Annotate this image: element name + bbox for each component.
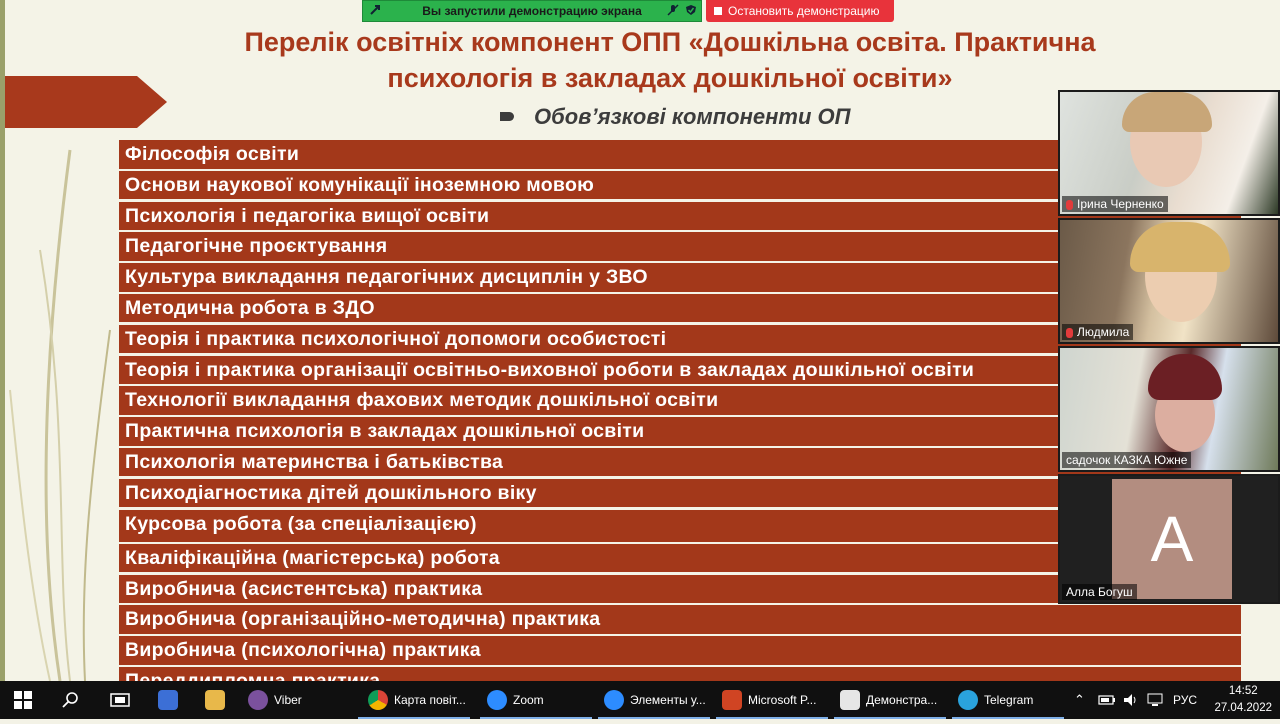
component-row: Психодіагностика дітей дошкільного віку [119, 479, 1241, 508]
document-icon [840, 690, 860, 710]
taskbar-app-zoom-elements[interactable]: Элементы у... [604, 681, 706, 719]
taskbar-app-chrome[interactable]: Карта повіт... [368, 681, 466, 719]
mic-muted-icon [1066, 328, 1073, 338]
component-row: Психологія і педагогіка вищої освіти [119, 202, 1241, 231]
battery-icon[interactable] [1098, 681, 1116, 719]
windows-logo-icon [14, 691, 32, 709]
mic-muted-icon[interactable] [667, 4, 679, 16]
bullet-icon [500, 112, 514, 121]
component-row: Технології викладання фахових методик дошкільної освіти [119, 386, 1241, 415]
participant-hair [1148, 354, 1222, 400]
component-row: Кваліфікаційна (магістерська) робота [119, 544, 1241, 573]
volume-icon[interactable] [1123, 681, 1139, 719]
title-arrow-decoration [5, 76, 137, 128]
task-view-icon [110, 691, 130, 709]
component-row: Теорія і практика психологічної допомоги особистості [119, 325, 1241, 354]
active-indicator [952, 717, 1064, 719]
component-row: Основи наукової комунікації іноземною мовою [119, 171, 1241, 200]
active-indicator [598, 717, 710, 719]
participant-name-label: Алла Богуш [1062, 584, 1137, 600]
pinned-app[interactable] [205, 681, 231, 719]
task-view-button[interactable] [110, 681, 130, 719]
active-indicator [358, 717, 470, 719]
component-row: Філософія освіти [119, 140, 1241, 169]
participant-video-tile[interactable] [1058, 346, 1280, 472]
component-row: Педагогічне проєктування [119, 232, 1241, 261]
participant-avatar: A [1112, 479, 1232, 599]
component-row: Виробнича (організаційно-методична) практика [119, 605, 1241, 634]
clock-time: 14:52 [1228, 685, 1258, 697]
file-explorer-icon [205, 690, 225, 710]
participant-name-label: Ірина Черненко [1062, 196, 1168, 212]
active-indicator [480, 717, 592, 719]
participant-name-label: Людмила [1062, 324, 1133, 340]
taskbar-app-viber[interactable]: Viber [248, 681, 302, 719]
language-indicator[interactable]: РУС [1173, 693, 1198, 707]
component-row: Методична робота в ЗДО [119, 294, 1241, 323]
mic-muted-icon [1066, 200, 1073, 210]
slide-title-line2: психологія в закладах дошкільної освіти» [387, 63, 953, 93]
windows-taskbar [0, 681, 1280, 719]
share-status-icon [369, 4, 381, 16]
taskbar-app-zoom[interactable]: Zoom [487, 681, 544, 719]
component-row: Практична психологія в закладах дошкільної освіти [119, 417, 1241, 446]
start-button[interactable] [14, 681, 32, 719]
slide-subtitle [500, 104, 850, 130]
zoom-icon [604, 690, 624, 710]
security-shield-icon[interactable] [685, 4, 697, 16]
stop-square-icon [714, 7, 722, 15]
slide-title [150, 24, 1190, 96]
app-icon [158, 690, 178, 710]
taskbar-app-powerpoint[interactable]: Microsoft P... [722, 681, 816, 719]
telegram-icon [958, 690, 978, 710]
system-clock[interactable] [1214, 683, 1272, 717]
component-row: Виробнича (асистентська) практика [119, 575, 1241, 604]
component-row: Курсова робота (за спеціалізацією) [119, 510, 1241, 542]
active-indicator [834, 717, 946, 719]
network-icon[interactable] [1147, 681, 1163, 719]
chrome-icon [368, 690, 388, 710]
search-icon [62, 691, 80, 709]
component-row: Виробнича (психологічна) практика [119, 636, 1241, 665]
component-row: Психологія материнства і батьківства [119, 448, 1241, 477]
stop-share-button[interactable] [706, 0, 894, 22]
decorative-grass [0, 130, 120, 681]
participant-video-tile[interactable] [1058, 90, 1280, 216]
pinned-app[interactable] [158, 681, 184, 719]
viber-icon [248, 690, 268, 710]
component-row: Культура викладання педагогічних дисциплін у ЗВО [119, 263, 1241, 292]
taskbar-app-telegram[interactable]: Telegram [958, 681, 1033, 719]
search-button[interactable] [62, 681, 80, 719]
participant-name-label: садочок КАЗКА Южне [1062, 452, 1191, 468]
participant-video-tile[interactable] [1058, 474, 1280, 604]
screen-share-status-bar[interactable] [362, 0, 702, 22]
participant-hair [1122, 92, 1212, 132]
share-status-text: Вы запустили демонстрацию экрана [422, 4, 642, 18]
slide-title-line1: Перелік освітніх компонент ОПП «Дошкільна освіта. Практична [244, 27, 1096, 57]
participant-hair [1130, 222, 1230, 272]
taskbar-app-document[interactable]: Демонстра... [840, 681, 937, 719]
participant-video-tile[interactable] [1058, 218, 1280, 344]
active-indicator [716, 717, 828, 719]
stop-share-label: Остановить демонстрацию [728, 4, 880, 18]
component-row: Теорія і практика організації освітньо-виховної роботи в закладах дошкільної освіти [119, 356, 1241, 385]
tray-overflow-chevron-icon[interactable]: ⌃ [1074, 692, 1085, 707]
subtitle-text: Обов’язкові компоненти ОП [534, 104, 851, 129]
zoom-icon [487, 690, 507, 710]
clock-date: 27.04.2022 [1214, 702, 1272, 714]
powerpoint-icon [722, 690, 742, 710]
